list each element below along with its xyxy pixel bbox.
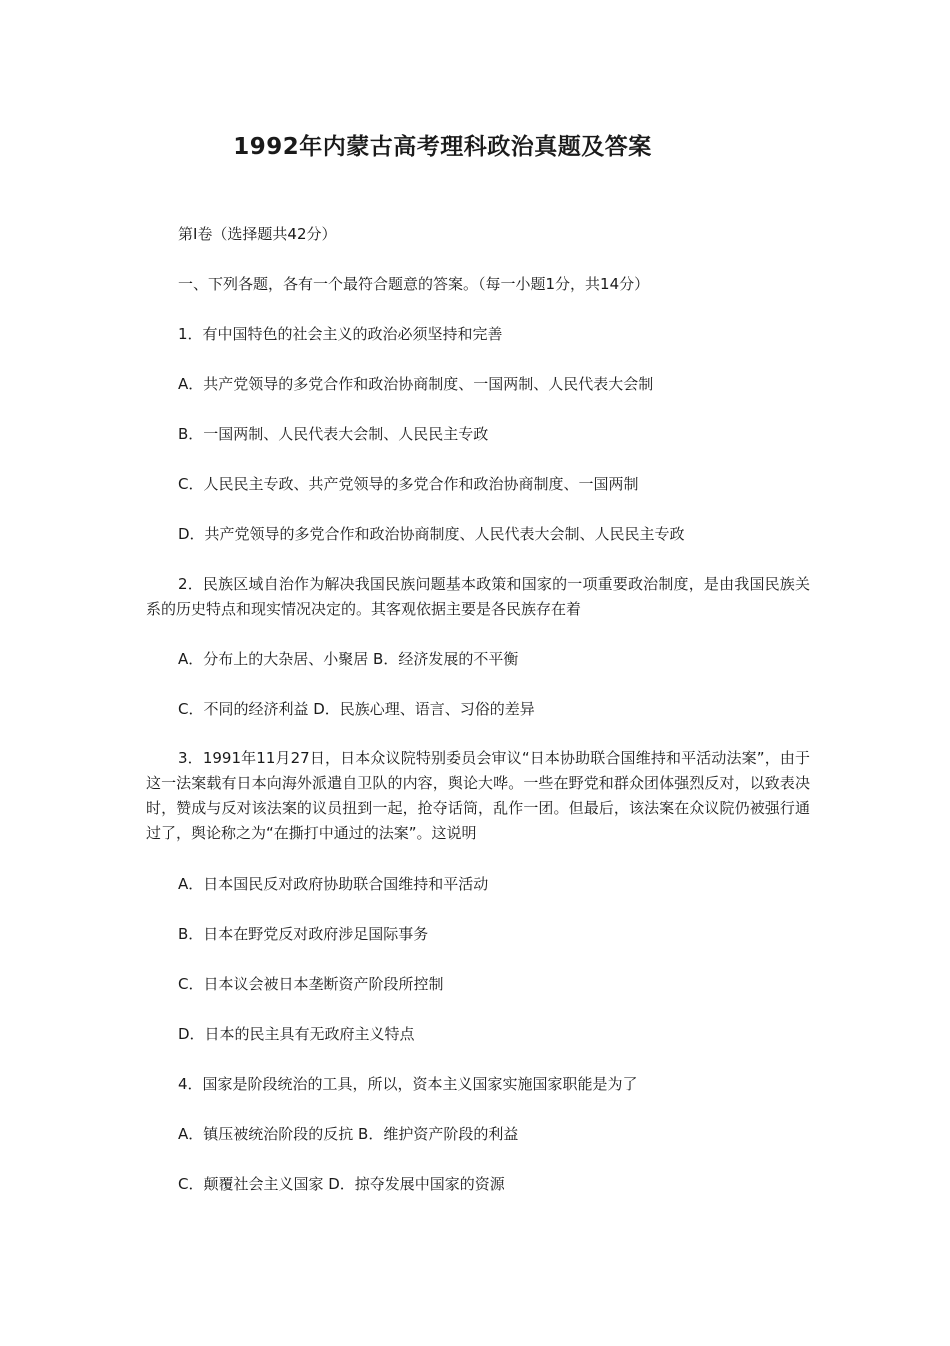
section-heading: 一、下列各题，各有一个最符合题意的答案。（每一小题1分，共14分） [178, 275, 650, 293]
question-3-option-c: C．日本议会被日本垄断资产阶段所控制 [178, 975, 444, 993]
question-1-option-c: C．人民民主专政、共产党领导的多党合作和政治协商制度、一国两制 [178, 475, 639, 493]
question-1-stem: 1．有中国特色的社会主义的政治必须坚持和完善 [178, 325, 503, 343]
question-2-options-cd: C．不同的经济利益 D．民族心理、语言、习俗的差异 [178, 700, 535, 718]
page-title: 1992年内蒙古高考理科政治真题及答案 [233, 134, 652, 160]
question-1-option-d: D．共产党领导的多党合作和政治协商制度、人民代表大会制、人民民主专政 [178, 525, 685, 543]
part-heading: 第Ⅰ卷（选择题共42分） [178, 225, 337, 243]
question-3-option-a: A．日本国民反对政府协助联合国维持和平活动 [178, 875, 489, 893]
question-2-options-ab: A．分布上的大杂居、小聚居 B．经济发展的不平衡 [178, 650, 519, 668]
question-3-option-b: B．日本在野党反对政府涉足国际事务 [178, 925, 429, 943]
question-3-option-d: D．日本的民主具有无政府主义特点 [178, 1025, 415, 1043]
question-1-option-a: A．共产党领导的多党合作和政治协商制度、一国两制、人民代表大会制 [178, 375, 654, 393]
question-1-option-b: B．一国两制、人民代表大会制、人民民主专政 [178, 425, 489, 443]
question-4-options-ab: A．镇压被统治阶段的反抗 B．维护资产阶段的利益 [178, 1125, 519, 1143]
question-4-options-cd: C．颠覆社会主义国家 D．掠夺发展中国家的资源 [178, 1175, 505, 1193]
question-3-stem: 3．1991年11月27日，日本众议院特别委员会审议“日本协助联合国维持和平活动法案”，由于这一法案载有日本向海外派遣自卫队的内容，舆论大哗。一些在野党和群众团体强烈反对，以致表决时，赞成与反对该法案的议员扭到一起，抢夺话筒，乱作一团。但最后，该法案在众议院仍被强行通过了，舆论称之为“在撕打中通过的法案”。这说明 [146, 749, 810, 842]
question-4-stem: 4．国家是阶段统治的工具，所以，资本主义国家实施国家职能是为了 [178, 1075, 638, 1093]
question-2-stem: 2．民族区域自治作为解决我国民族问题基本政策和国家的一项重要政治制度，是由我国民族关系的历史特点和现实情况决定的。其客观依据主要是各民族存在着 [146, 575, 810, 618]
